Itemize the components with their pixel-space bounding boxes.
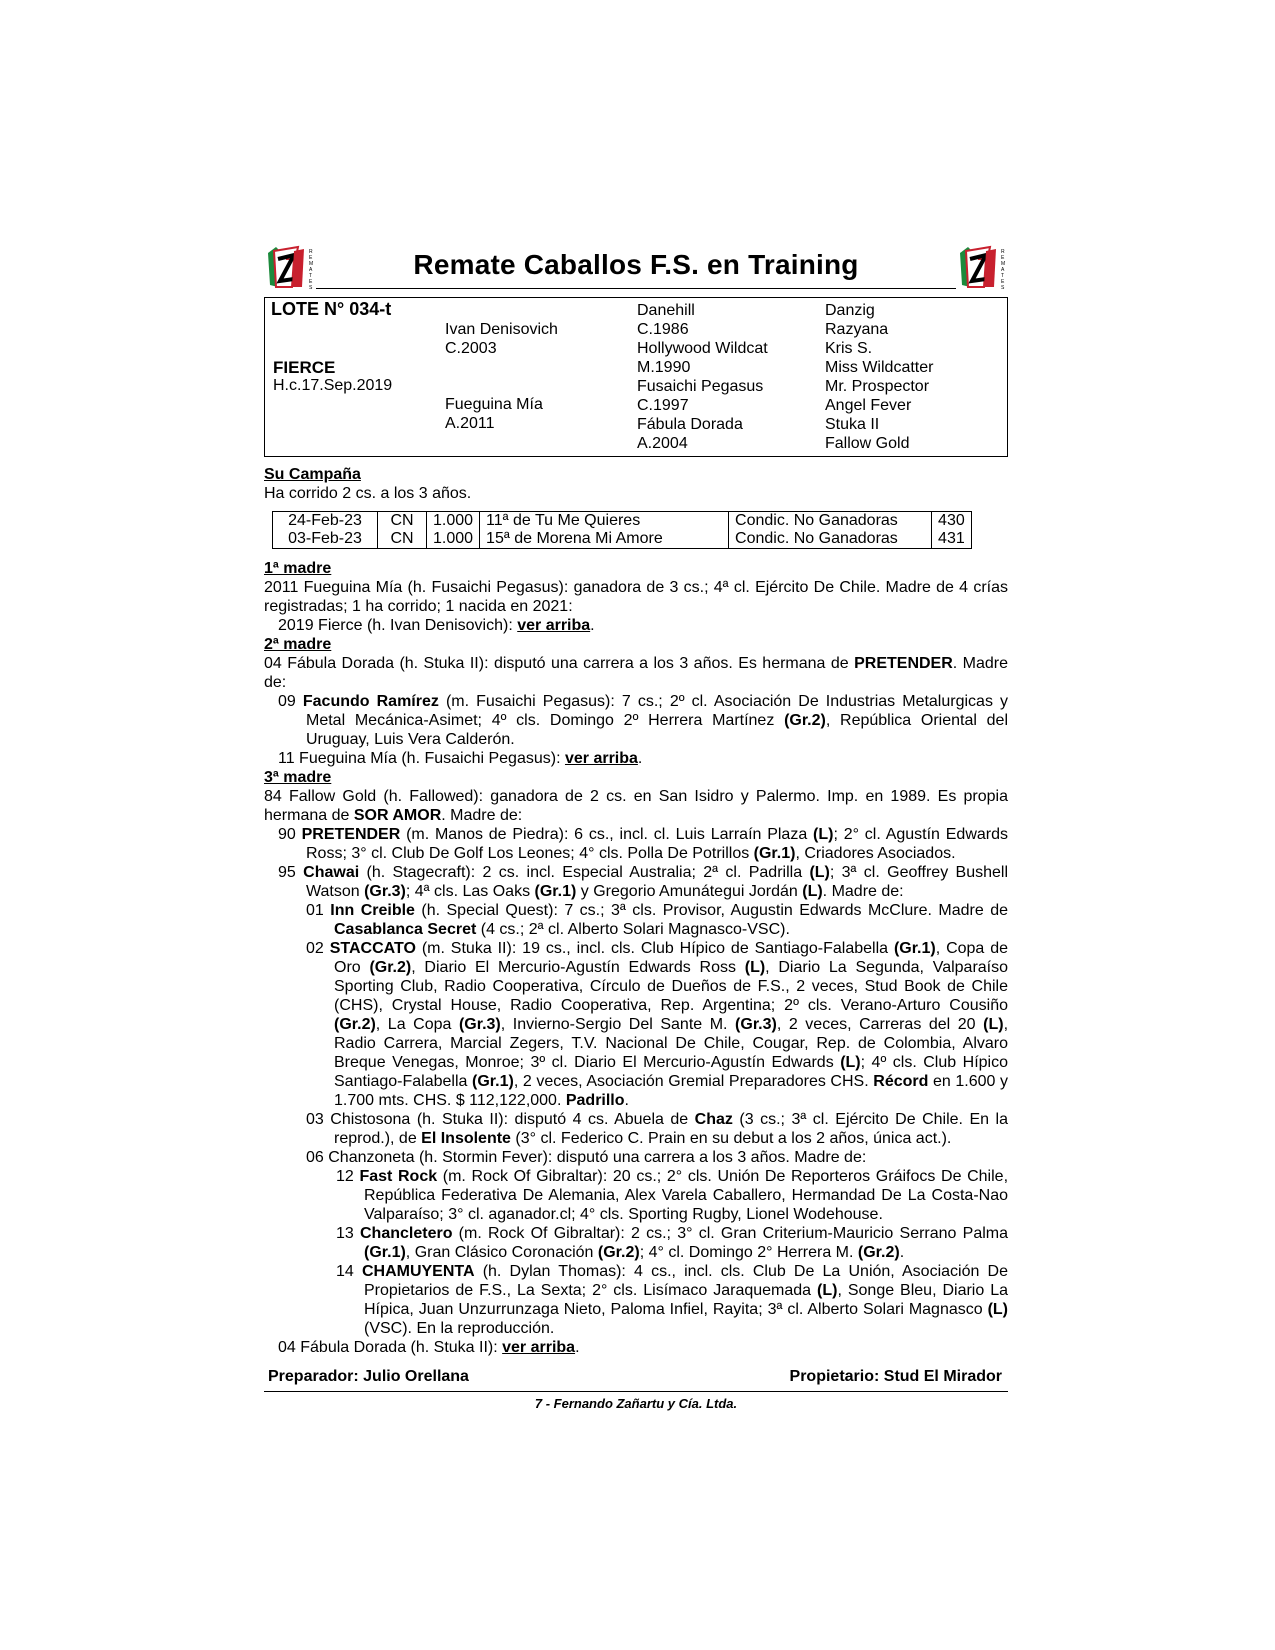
grade-bold: (L) [817,1282,838,1299]
dam-info: A.2011 [445,415,495,432]
text-run: y Gregorio Amunátegui Jordán [576,883,803,900]
text-run: 04 Fábula Dorada (h. Stuka II): [278,1339,503,1356]
table-row [273,512,972,531]
text-run: , Criadores Asociados. [795,845,956,862]
text-run: , Songe Bleu, Diario La Hípica, Juan Unzurrunzaga Nieto, Paloma Infiel, Rayita; 3ª cl. Alberto Solari Magnasco [364,1282,1008,1318]
text-run: 90 [278,826,302,843]
ped-col4: Miss Wildcatter [825,359,934,376]
grade-bold: (Gr.2) [334,1016,376,1033]
svg-text:T: T [309,273,313,279]
text-run: (h. Special Quest): 7 cs.; 3ª cls. Provisor, Augustin Edwards McClure. Madre de [414,902,1008,919]
text-run: (m. Stuka II): 19 cs., incl. cls. Club Hípico de Santiago-Falabella [415,940,894,957]
ped-col4: Razyana [825,321,889,338]
record-bold: Récord [873,1073,929,1090]
svg-text:A: A [309,267,313,273]
dam-name: Fueguina Mía [445,396,543,413]
footer-rule [264,1391,1008,1392]
ped-col4: Angel Fever [825,397,912,414]
text-run: 03 Chistosona (h. Stuka II): disputó 4 cs. Abuela de [306,1111,695,1128]
text-run: . [899,1244,905,1261]
trainer-label: Preparador: Julio Orellana [268,1368,469,1385]
text-run: , Gran Clásico Coronación [405,1244,598,1261]
ver-arriba-link[interactable]: ver arriba [502,1339,576,1356]
horse-name-bold: Facundo Ramírez [302,693,439,710]
text-run: , 2 veces, Carreras del 20 [776,1016,984,1033]
race-date: 03-Feb-23 [273,530,378,549]
grade-bold: (L) [744,959,766,976]
first-dam-child: 2019 Fierce (h. Ivan Denisovich): ver arriba. [278,617,595,634]
ped-col3: C.1997 [637,397,689,414]
grade-bold: (L) [840,1054,861,1071]
catalog-page [264,245,1008,1411]
text-run: , Diario La Segunda, Valparaíso Sporting Club, Radio Cooperativa, Círculo de Dueños de F.S., 2 veces, Stud Book de Chile (CHS), Crystal House, Radio Cooperativa, Rep. Argentina; 2º cls. Verano-Arturo Cousiño [334,959,1009,1014]
text-run: (4 cs.; 2ª cl. Alberto Solari Magnasco-VSC). [476,921,790,938]
ped-col3: Fábula Dorada [637,416,743,433]
ped-col4: Kris S. [825,340,873,357]
grade-bold: (L) [983,1016,1004,1033]
header-rule [316,288,956,289]
page-title: Remate Caballos F.S. en Training [413,249,859,280]
offspring-entry: 11 Fueguina Mía (h. Fusaichi Pegasus): ver arriba. [278,750,643,767]
ver-arriba-link[interactable]: ver arriba [564,750,638,767]
text-run: , 2 veces, Asociación Gremial Preparadores CHS. [513,1073,874,1090]
horse-name-bold: STACCATO [329,940,416,957]
svg-text:T: T [1001,273,1005,279]
horse-name-bold: Inn Creible [330,902,415,919]
svg-text:A: A [1001,267,1005,273]
owner-label: Propietario: Stud El Mirador [789,1368,1002,1385]
ver-arriba-link[interactable]: ver arriba [517,617,591,634]
race-condition: Condic. No Ganadoras [729,530,932,549]
third-dam-title: 3ª madre [264,769,332,786]
offspring-entry [264,692,1008,749]
text-run: (h. Stagecraft): 2 cs. incl. Especial Australia; 2ª cl. Padrilla [359,864,810,881]
remates-logo-icon [264,245,316,291]
text-run: en 1.600 y 1.700 mts. CHS. $ 112,122,000. [334,1073,1009,1109]
svg-text:E: E [309,255,313,261]
text-run: , Copa de Oro [334,940,1009,976]
campaign-summary: Ha corrido 2 cs. a los 3 años. [264,485,472,502]
text-run: 14 [336,1263,362,1280]
ped-col3: C.1986 [637,321,689,338]
races-table [272,511,972,549]
offspring-entry [264,1224,1008,1262]
offspring-entry [264,939,1008,1110]
horse-name-bold: Chaz [694,1111,733,1128]
text-run: ; 4º cls. Club Hípico Santiago-Falabella [334,1054,1008,1090]
ped-col3: A.2004 [637,435,688,452]
grade-bold: (L) [802,883,823,900]
pedigree-box [264,297,1008,457]
second-dam-title: 2ª madre [264,636,332,653]
horse-info: H.c.17.Sep.2019 [273,377,393,394]
grade-bold: (Gr.2) [369,959,412,976]
first-dam-text: 2011 Fueguina Mía (h. Fusaichi Pegasus): ganadora de 3 cs.; 4ª cl. Ejército De Chile. Madre de 4 crías registradas; 1 ha corrido; 1 nacida en 2021: [264,579,1008,615]
grade-bold: (Gr.1) [364,1244,406,1261]
race-weight: 431 [932,530,972,549]
horse-name-bold: Chancletero [360,1225,453,1242]
text-run: . Madre de: [441,807,523,824]
text-run: 12 [336,1168,360,1185]
campaign-section [264,465,1008,549]
horse-name-bold: PRETENDER [301,826,401,843]
race-result: 11ª de Tu Me Quieres [480,512,729,531]
race-condition: Condic. No Ganadoras [729,512,932,531]
text-run: , Invierno-Sergio Del Sante M. [500,1016,736,1033]
text-run: 84 Fallow Gold (h. Fallowed): ganadora de 2 cs. en San Isidro y Palermo. Imp. en 1989. Es propia hermana de [264,788,1008,824]
text-run: . [624,1092,629,1109]
offspring-entry [264,901,1008,939]
text-run: (VSC). En la reproducción. [364,1320,555,1337]
svg-text:E: E [1001,279,1005,285]
page-number: 7 - Fernando Zañartu y Cía. Ltda. [534,1396,738,1411]
padrillo-bold: Padrillo [565,1092,625,1109]
grade-bold: (Gr.1) [753,845,796,862]
text-run: , República Oriental del Uruguay, Luis Vera Calderón. [306,712,1009,748]
text-run: 13 [336,1225,360,1242]
grade-bold: (Gr.3) [364,883,406,900]
grade-bold: (Gr.3) [735,1016,777,1033]
second-dam-intro [264,654,1008,692]
sire-name: Ivan Denisovich [445,321,558,338]
ped-col4: Fallow Gold [825,435,910,452]
horse-name-bold: CHAMUYENTA [361,1263,475,1280]
offspring-entry: 06 Chanzoneta (h. Stormin Fever): disputó una carrera a los 3 años. Madre de: [306,1149,867,1166]
race-weight: 430 [932,512,972,531]
second-dam-section [264,635,1008,768]
grade-bold: (Gr.2) [597,1244,640,1261]
race-track: CN [378,530,427,549]
ped-col3: Fusaichi Pegasus [637,378,764,395]
text-run: (m. Manos de Piedra): 6 cs., incl. cl. Luis Larraín Plaza [400,826,814,843]
text-run: ; 2° cl. Agustín Edwards Ross; 3° cl. Club De Golf Los Leones; 4° cls. Polla De Potrillos [306,826,1008,862]
text-run: (m. Rock Of Gibraltar): 20 cs.; 2° cls. Unión De Reporteros Gráifocs De Chile, República Federativa De Alemania, Alex Varela Caballero, Hermandad De La Costa-Nao Valparaíso; 3° cl. aganador.cl; 4° cls. Sporting Rugby, Lionel Wodehouse. [364,1168,1009,1223]
ped-col4: Danzig [825,302,875,319]
lot-footer [264,1365,1008,1391]
ped-col3: M.1990 [637,359,691,376]
offspring-entry [264,863,1008,901]
text-run: (m. Fusaichi Pegasus): 7 cs.; 2º cl. Asociación De Industrias Metalurgicas y Metal Mecánica-Asimet; 4º cls. Domingo 2º Herrera Martínez [306,693,1009,729]
child-text: 2019 Fierce (h. Ivan Denisovich): [278,617,518,634]
text-run: (3 cs.; 3ª cl. Ejército De Chile. En la reprod.), de [334,1111,1008,1147]
text-run: ; 4ª cls. Las Oaks [405,883,535,900]
grade-bold: (L) [987,1301,1008,1318]
svg-text:M: M [309,261,314,267]
horse-name: FIERCE [273,358,336,377]
svg-text:E: E [1001,255,1005,261]
text-run: , Radio Carrera, Marcial Zegers, T.V. Nacional De Chile, Cougar, Rep. de Colombia, Alvaro Breque Venegas, Monroe; 3º cl. Diario El Mercurio-Agustín Edwards [334,1016,1009,1071]
svg-text:R: R [309,249,313,255]
offspring-entry [264,1167,1008,1224]
first-dam-title: 1ª madre [264,560,332,577]
horse-name-bold: El Insolente [421,1130,511,1147]
grade-bold: (Gr.1) [893,940,936,957]
text-run: ; 4° cl. Domingo 2° Herrera M. [639,1244,858,1261]
offspring-entry: 04 Fábula Dorada (h. Stuka II): ver arriba. [278,1339,580,1356]
offspring-entry [264,1262,1008,1338]
text-run: 04 Fábula Dorada (h. Stuka II): disputó una carrera a los 3 años. Es hermana de [264,655,855,672]
svg-text:S: S [309,285,313,291]
lot-number: LOTE N° 034-t [271,299,392,319]
text-run: 02 [306,940,330,957]
text-run: , Diario El Mercurio-Agustín Edwards Ross [411,959,745,976]
text-run: (h. Dylan Thomas): 4 cs., incl. cls. Club De La Unión, Asociación De Propietarios de F.S., La Sexta; 2° cls. Lisímaco Jaraquemada [364,1263,1008,1299]
horse-name-bold: PRETENDER [854,655,953,672]
svg-text:M: M [1001,261,1006,267]
text-run: 09 [278,693,303,710]
page-header [264,245,1008,291]
text-run: , La Copa [375,1016,459,1033]
svg-text:E: E [309,279,313,285]
third-dam-section [264,768,1008,1357]
sire-info: C.2003 [445,340,497,357]
text-run: . Madre de: [822,883,904,900]
horse-name-bold: Casablanca Secret [334,921,477,938]
ped-col4: Stuka II [825,416,880,433]
race-date: 24-Feb-23 [273,512,378,531]
text-run: . Madre de: [264,655,1008,691]
grade-bold: (Gr.1) [472,1073,514,1090]
third-dam-intro [264,787,1008,825]
race-distance: 1.000 [427,530,480,549]
grade-bold: (Gr.2) [857,1244,900,1261]
horse-name-bold: SOR AMOR [353,807,442,824]
race-track: CN [378,512,427,531]
text-run: ; 3ª cl. Geoffrey Bushell Watson [306,864,1009,900]
text-run: (3° cl. Federico C. Prain en su debut a los 2 años, única act.). [510,1130,952,1147]
svg-text:R: R [1001,249,1005,255]
offspring-entry [264,1110,1008,1148]
grade-bold: (L) [813,826,834,843]
remates-logo-icon [956,245,1008,291]
offspring-entry [264,825,1008,863]
svg-text:S: S [1001,285,1005,291]
table-row [273,530,972,549]
first-dam-section [264,559,1008,635]
horse-name-bold: Fast Rock [359,1168,438,1185]
grade-bold: (L) [809,864,830,881]
ped-col3: Danehill [637,302,695,319]
grade-bold: (Gr.1) [534,883,577,900]
text-run: 01 [306,902,331,919]
text-run: 95 [278,864,304,881]
horse-name-bold: Chawai [303,864,360,881]
campaign-title: Su Campaña [264,466,361,483]
race-distance: 1.000 [427,512,480,531]
ped-col3: Hollywood Wildcat [637,340,768,357]
text-run: (m. Rock Of Gibraltar): 2 cs.; 3° cl. Gran Criterium-Mauricio Serrano Palma [452,1225,1008,1242]
ped-col4: Mr. Prospector [825,378,930,395]
grade-bold: (Gr.3) [458,1016,501,1033]
grade-bold: (Gr.2) [784,712,826,729]
text-run: 11 Fueguina Mía (h. Fusaichi Pegasus): [278,750,565,767]
race-result: 15ª de Morena Mi Amore [480,530,729,549]
